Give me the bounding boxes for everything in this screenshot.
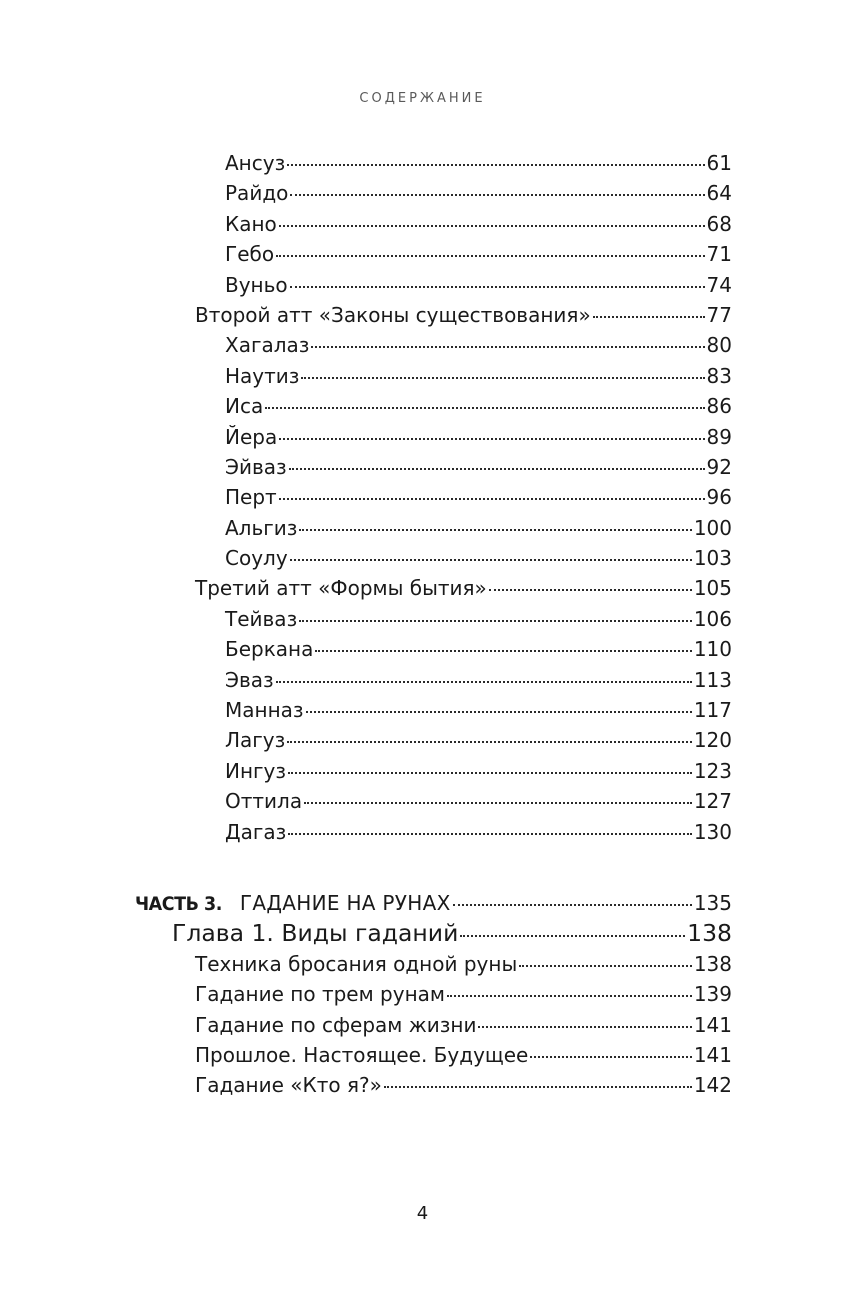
- part-label: ЧАСТЬ 3.: [135, 892, 222, 915]
- toc-entry[interactable]: [0, 239, 732, 269]
- toc-entry-title: Йера: [225, 424, 278, 449]
- toc-entry[interactable]: [0, 178, 732, 208]
- dot-leader: [290, 286, 705, 288]
- dot-leader: [288, 772, 692, 774]
- toc-entry-title: Гадание по трем рунам: [195, 982, 445, 1007]
- toc-entry-page: 142: [693, 1073, 732, 1098]
- toc-entry-title: Ансуз: [225, 151, 286, 175]
- toc-entry-page: 139: [693, 982, 732, 1007]
- toc-entry[interactable]: [0, 695, 732, 725]
- toc-entry-title: Наутиз: [225, 363, 300, 388]
- dot-leader: [489, 589, 692, 591]
- toc-entry-page: 86: [706, 394, 732, 419]
- dot-leader: [384, 1086, 692, 1088]
- toc-entry-title: Иса: [225, 394, 264, 419]
- section-gap: [0, 847, 845, 888]
- toc-entry-page: 89: [706, 424, 732, 449]
- toc-entry-title: Гебо: [225, 242, 275, 267]
- dot-leader: [299, 620, 692, 622]
- toc-entry-title: Ингуз: [225, 758, 287, 783]
- toc-entry[interactable]: [0, 634, 732, 664]
- toc-section-page: 77: [706, 302, 732, 327]
- toc-entry-page: 110: [693, 637, 732, 662]
- toc-entry-title: Гадание по сферам жизни: [195, 1012, 477, 1037]
- dot-leader: [288, 833, 692, 835]
- toc-part-3[interactable]: [0, 888, 732, 918]
- toc-entry-title: Гадание «Кто я?»: [195, 1073, 382, 1098]
- dot-leader: [311, 346, 704, 348]
- toc-entry[interactable]: [0, 209, 732, 239]
- toc-entry[interactable]: [0, 665, 732, 695]
- toc-chapter-page: 138: [687, 919, 732, 948]
- toc-entry-title: Лагуз: [225, 728, 286, 753]
- toc-entry[interactable]: [0, 391, 732, 421]
- toc-entry-title: Хагалаз: [225, 333, 310, 358]
- toc-entry-page: 130: [693, 819, 732, 844]
- part-title: ГАДАНИЕ НА РУНАХ: [239, 890, 451, 915]
- toc-part-heading: [135, 888, 451, 919]
- toc-entry[interactable]: [0, 817, 732, 847]
- dot-leader: [279, 438, 704, 440]
- dot-leader: [299, 529, 691, 531]
- dot-leader: [593, 316, 705, 318]
- dot-leader: [301, 377, 704, 379]
- toc-entry-page: 106: [693, 606, 732, 631]
- dot-leader: [460, 935, 685, 937]
- toc-entry[interactable]: [0, 270, 732, 300]
- running-head: СОДЕРЖАНИЕ: [359, 91, 486, 106]
- toc-entry-page: 74: [706, 272, 732, 297]
- dot-leader: [287, 741, 692, 743]
- toc-chapter-title: Глава 1. Виды гаданий: [172, 919, 459, 948]
- toc-entry-page: 83: [706, 363, 732, 388]
- dot-leader: [519, 965, 692, 967]
- toc-entry-page: 103: [693, 546, 732, 571]
- toc-entry-page: 96: [706, 485, 732, 510]
- dot-leader: [279, 498, 705, 500]
- toc-entry-title: Эйваз: [225, 454, 287, 479]
- toc-entry-page: 127: [693, 789, 732, 814]
- dot-leader: [290, 194, 704, 196]
- toc-entry-title: Райдо: [225, 181, 289, 206]
- dot-leader: [315, 650, 691, 652]
- toc-entry[interactable]: [0, 482, 732, 512]
- toc-entry[interactable]: [0, 786, 732, 816]
- toc-entry-page: 100: [693, 515, 732, 540]
- toc-chapter-1[interactable]: [0, 918, 732, 948]
- toc-section-third-att[interactable]: [0, 573, 732, 603]
- toc-entry-title: Тейваз: [225, 606, 298, 631]
- toc-entry-page: 141: [693, 1042, 732, 1067]
- toc-entry[interactable]: [0, 979, 732, 1009]
- toc-entry-title: Прошлое. Настоящее. Будущее: [195, 1042, 529, 1067]
- toc-section-title: Третий атт «Формы бытия»: [195, 576, 487, 601]
- toc-entry-title: Вуньо: [225, 272, 288, 297]
- toc-entry[interactable]: [0, 422, 732, 452]
- dot-leader: [289, 468, 705, 470]
- toc-entry[interactable]: [0, 543, 732, 573]
- toc-entry-page: 120: [693, 728, 732, 753]
- toc-entry[interactable]: [0, 452, 732, 482]
- toc-entry-page: 123: [693, 758, 732, 783]
- toc-entry-title: Соулу: [225, 546, 288, 571]
- toc-entry[interactable]: [0, 1010, 732, 1040]
- toc-entry-title: Альгиз: [225, 515, 298, 540]
- dot-leader: [279, 225, 705, 227]
- dot-leader: [447, 995, 692, 997]
- dot-leader: [306, 711, 692, 713]
- toc-part-page: 135: [693, 890, 732, 915]
- toc-section-title: Второй атт «Законы существования»: [195, 302, 591, 327]
- toc-entry-title: Эваз: [225, 667, 274, 692]
- dot-leader: [276, 255, 704, 257]
- toc-entry[interactable]: [0, 361, 732, 391]
- toc-entry-page: 71: [706, 242, 732, 267]
- toc-entry-title: Беркана: [225, 637, 314, 662]
- toc-entry-page: 68: [706, 211, 732, 236]
- dot-leader: [287, 164, 704, 166]
- toc-entry[interactable]: [0, 148, 732, 178]
- page-number: 4: [416, 1203, 429, 1224]
- dot-leader: [265, 407, 704, 409]
- toc-entry[interactable]: [0, 330, 732, 360]
- table-of-contents: [0, 148, 845, 1101]
- dot-leader: [304, 802, 692, 804]
- toc-entry[interactable]: [0, 725, 732, 755]
- toc-entry-page: 64: [706, 181, 732, 206]
- toc-entry-page: 117: [693, 698, 732, 723]
- toc-entry[interactable]: [0, 604, 732, 634]
- toc-entry[interactable]: [0, 1070, 732, 1100]
- toc-entry[interactable]: [0, 513, 732, 543]
- toc-section-page: 105: [693, 576, 732, 601]
- dot-leader: [530, 1056, 691, 1058]
- toc-entry-title: Перт: [225, 485, 277, 510]
- toc-entry-title: Дагаз: [225, 819, 287, 844]
- toc-entry-title: Манназ: [225, 698, 304, 723]
- toc-entry-page: 92: [706, 454, 732, 479]
- toc-entry-title: Кано: [225, 211, 277, 236]
- toc-entry-page: 113: [693, 667, 732, 692]
- toc-entry-page: 80: [706, 333, 732, 358]
- toc-entry-title: Оттила: [225, 789, 303, 814]
- toc-entry-page: 141: [693, 1012, 732, 1037]
- toc-entry-page: 138: [693, 951, 732, 976]
- dot-leader: [276, 681, 692, 683]
- toc-entry-page: 61: [706, 151, 732, 175]
- dot-leader: [478, 1026, 691, 1028]
- toc-entry[interactable]: [0, 949, 732, 979]
- toc-section-second-att[interactable]: [0, 300, 732, 330]
- dot-leader: [453, 904, 692, 906]
- dot-leader: [290, 559, 692, 561]
- toc-entry-title: Техника бросания одной руны: [195, 951, 518, 976]
- toc-entry[interactable]: [0, 756, 732, 786]
- toc-entry[interactable]: [0, 1040, 732, 1070]
